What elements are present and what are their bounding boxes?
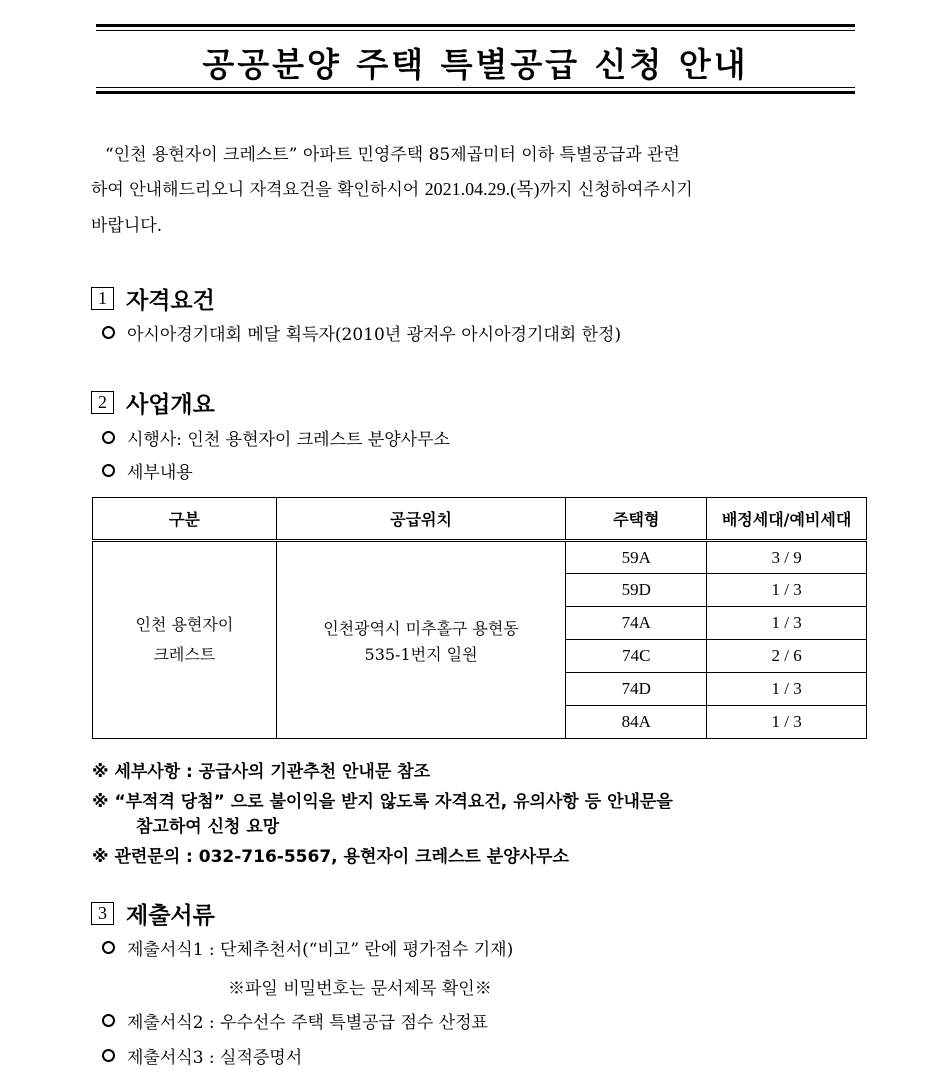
housing-type-cell: 59A (566, 541, 707, 574)
deadline-date: 2021.04.29.(목) (424, 179, 540, 199)
page-title: 공공분양 주택 특별공급 신청 안내 (202, 45, 749, 84)
housing-type-cell: 74C (566, 640, 707, 673)
bullet-text: 제출서식3 : 실적증명서 (127, 1048, 303, 1068)
housing-type-cell: 84A (566, 706, 707, 739)
section-3-bullet-1 (102, 935, 513, 960)
section-2-number: 2 (91, 391, 114, 414)
section-2-bullet-2 (102, 458, 193, 483)
housing-type-cell: 74A (566, 607, 707, 640)
section-2-title: 사업개요 (126, 391, 215, 418)
allocation-cell: 3 / 9 (707, 541, 867, 574)
location-text-1: 인천광역시 미추홀구 용현동 (323, 619, 519, 638)
location-text-2: 535-1번지 일원 (364, 645, 478, 664)
section-1-heading (91, 283, 215, 313)
intro-text-1: “인천 용현자이 크레스트” 아파트 민영주택 85제곱미터 이하 특별공급과 관련 (105, 145, 680, 165)
password-note: ※파일 비밀번호는 문서제목 확인※ (228, 979, 492, 999)
intro-text-3: 바랍니다. (91, 216, 163, 236)
section-2-heading (91, 387, 215, 417)
bullet-text: 아시아경기대회 메달 획득자(2010년 광저우 아시아경기대회 한정) (127, 325, 622, 345)
bullet-text: 시행사: 인천 용현자이 크레스트 분양사무소 (127, 430, 450, 450)
section-2-bullet-1 (102, 425, 450, 450)
header-category: 구분 (93, 498, 277, 541)
category-text-2: 크레스트 (153, 645, 216, 664)
note-contact: ※ 관련문의 : 032-716-5567, 용현자이 크레스트 분양사무소 (92, 847, 569, 867)
supply-table (92, 497, 867, 739)
title-box (96, 24, 855, 94)
section-3-bullet-2 (102, 1008, 488, 1033)
intro-line-3 (91, 211, 866, 236)
allocation-cell: 1 / 3 (707, 673, 867, 706)
housing-type-cell: 74D (566, 673, 707, 706)
section-3-number: 3 (91, 902, 114, 925)
header-location: 공급위치 (276, 498, 566, 541)
intro-line-1 (91, 140, 866, 165)
intro-text-2a: 하여 안내해드리오니 자격요건을 확인하시어 (91, 180, 425, 200)
bullet-text: 제출서식2 : 우수선수 주택 특별공급 점수 산정표 (127, 1013, 488, 1033)
note-details: ※ 세부사항 : 공급사의 기관추천 안내문 참조 (92, 762, 431, 782)
bullet-text: 세부내용 (127, 463, 193, 483)
title-rule-top (96, 30, 855, 31)
table-row (93, 541, 867, 574)
intro-line-2 (91, 175, 866, 201)
intro-text-2b: 까지 신청하여주시기 (539, 180, 693, 200)
section-1-number: 1 (91, 287, 114, 310)
section-3-title: 제출서류 (126, 902, 215, 929)
circle-bullet-icon (102, 464, 115, 477)
allocation-cell: 1 / 3 (707, 607, 867, 640)
category-cell (93, 541, 277, 739)
location-cell (276, 541, 566, 739)
section-3-heading (91, 898, 215, 928)
circle-bullet-icon (102, 1049, 115, 1062)
header-housing-type: 주택형 (566, 498, 707, 541)
section-3-bullet-3 (102, 1043, 302, 1068)
section-1-title: 자격요건 (126, 287, 215, 314)
allocation-cell: 2 / 6 (707, 640, 867, 673)
bullet-text: 제출서식1 : 단체추천서(“비고” 란에 평가점수 기재) (127, 940, 514, 960)
circle-bullet-icon (102, 1014, 115, 1027)
circle-bullet-icon (102, 941, 115, 954)
circle-bullet-icon (102, 431, 115, 444)
circle-bullet-icon (102, 326, 115, 339)
allocation-cell: 1 / 3 (707, 574, 867, 607)
housing-type-cell: 59D (566, 574, 707, 607)
allocation-cell: 1 / 3 (707, 706, 867, 739)
table-header-row (93, 498, 867, 541)
section-1-bullet-1 (102, 320, 621, 345)
category-text-1: 인천 용현자이 (135, 615, 234, 634)
title-rule-bottom (96, 87, 855, 88)
note-warning-line-1: ※ “부적격 당첨” 으로 불이익을 받지 않도록 자격요건, 유의사항 등 안내문을 (92, 792, 673, 812)
header-allocation: 배정세대/예비세대 (707, 498, 867, 541)
note-warning-line-2: 참고하여 신청 요망 (136, 817, 280, 837)
